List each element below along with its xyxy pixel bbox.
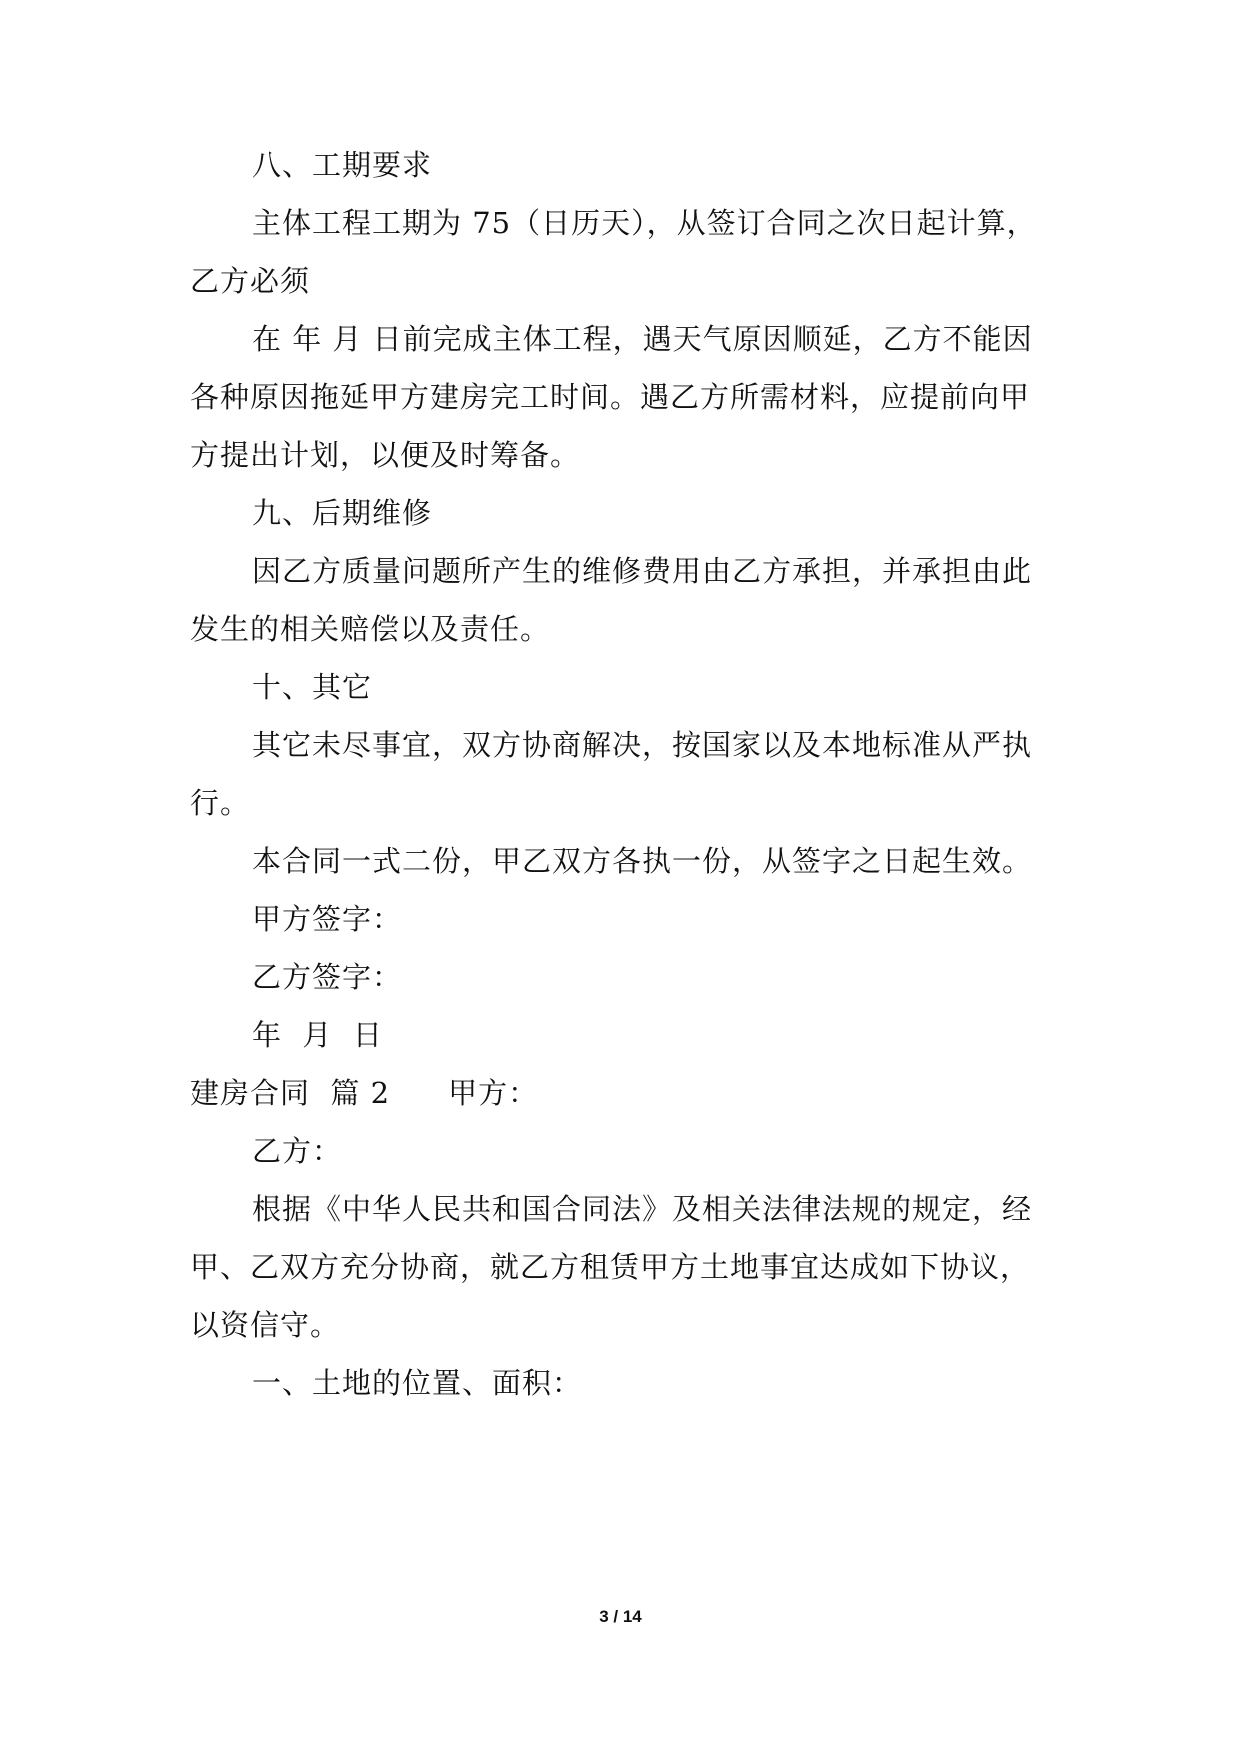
contract-2-title-row [190,1075,538,1111]
section-8-paragraph-2-line-2: 各种原因拖延甲方建房完工时间。遇乙方所需材料，应提前向甲 [190,380,1031,414]
section-10-paragraph-1-line-2: 行。 [190,786,251,820]
section-9-heading: 九、后期维修 [252,496,433,530]
contract-2-intro-line-1: 根据《中华人民共和国合同法》及相关法律法规的规定，经 [252,1192,1033,1226]
contract-2-title: 建房合同 篇 2 [190,1076,391,1110]
section-8-paragraph-2-line-3: 方提出计划，以便及时筹备。 [190,438,581,472]
section-10-heading: 十、其它 [252,670,373,704]
party-a-signature-label: 甲方签字： [252,902,403,936]
contract-2-section-1-heading: 一、土地的位置、面积： [252,1366,583,1400]
section-9-paragraph-line-1: 因乙方质量问题所产生的维修费用由乙方承担，并承担由此 [252,554,1033,588]
section-10-paragraph-1-line-1: 其它未尽事宜，双方协商解决，按国家以及本地标准从严执 [252,728,1033,762]
section-8-heading: 八、工期要求 [252,148,433,182]
section-9-paragraph-line-2: 发生的相关赔偿以及责任。 [190,612,551,646]
contract-2-party-a: 甲方： [448,1076,539,1110]
contract-2-intro-line-2: 甲、乙双方充分协商，就乙方租赁甲方土地事宜达成如下协议， [190,1250,1031,1284]
page-number: 3 / 14 [599,1607,642,1626]
section-8-paragraph-1-line-2: 乙方必须 [190,264,311,298]
contract-2-intro-line-3: 以资信守。 [190,1308,341,1342]
contract-2-party-b: 乙方： [252,1134,343,1168]
section-8-paragraph-1-line-1: 主体工程工期为 75（日历天），从签订合同之次日起计算， [252,206,1037,240]
signature-date: 年 月 日 [252,1018,383,1052]
section-10-paragraph-2: 本合同一式二份，甲乙双方各执一份，从签字之日起生效。 [252,844,1033,878]
party-b-signature-label: 乙方签字： [252,960,403,994]
section-8-paragraph-2-line-1: 在 年 月 日前完成主体工程，遇天气原因顺延，乙方不能因 [252,322,1033,356]
